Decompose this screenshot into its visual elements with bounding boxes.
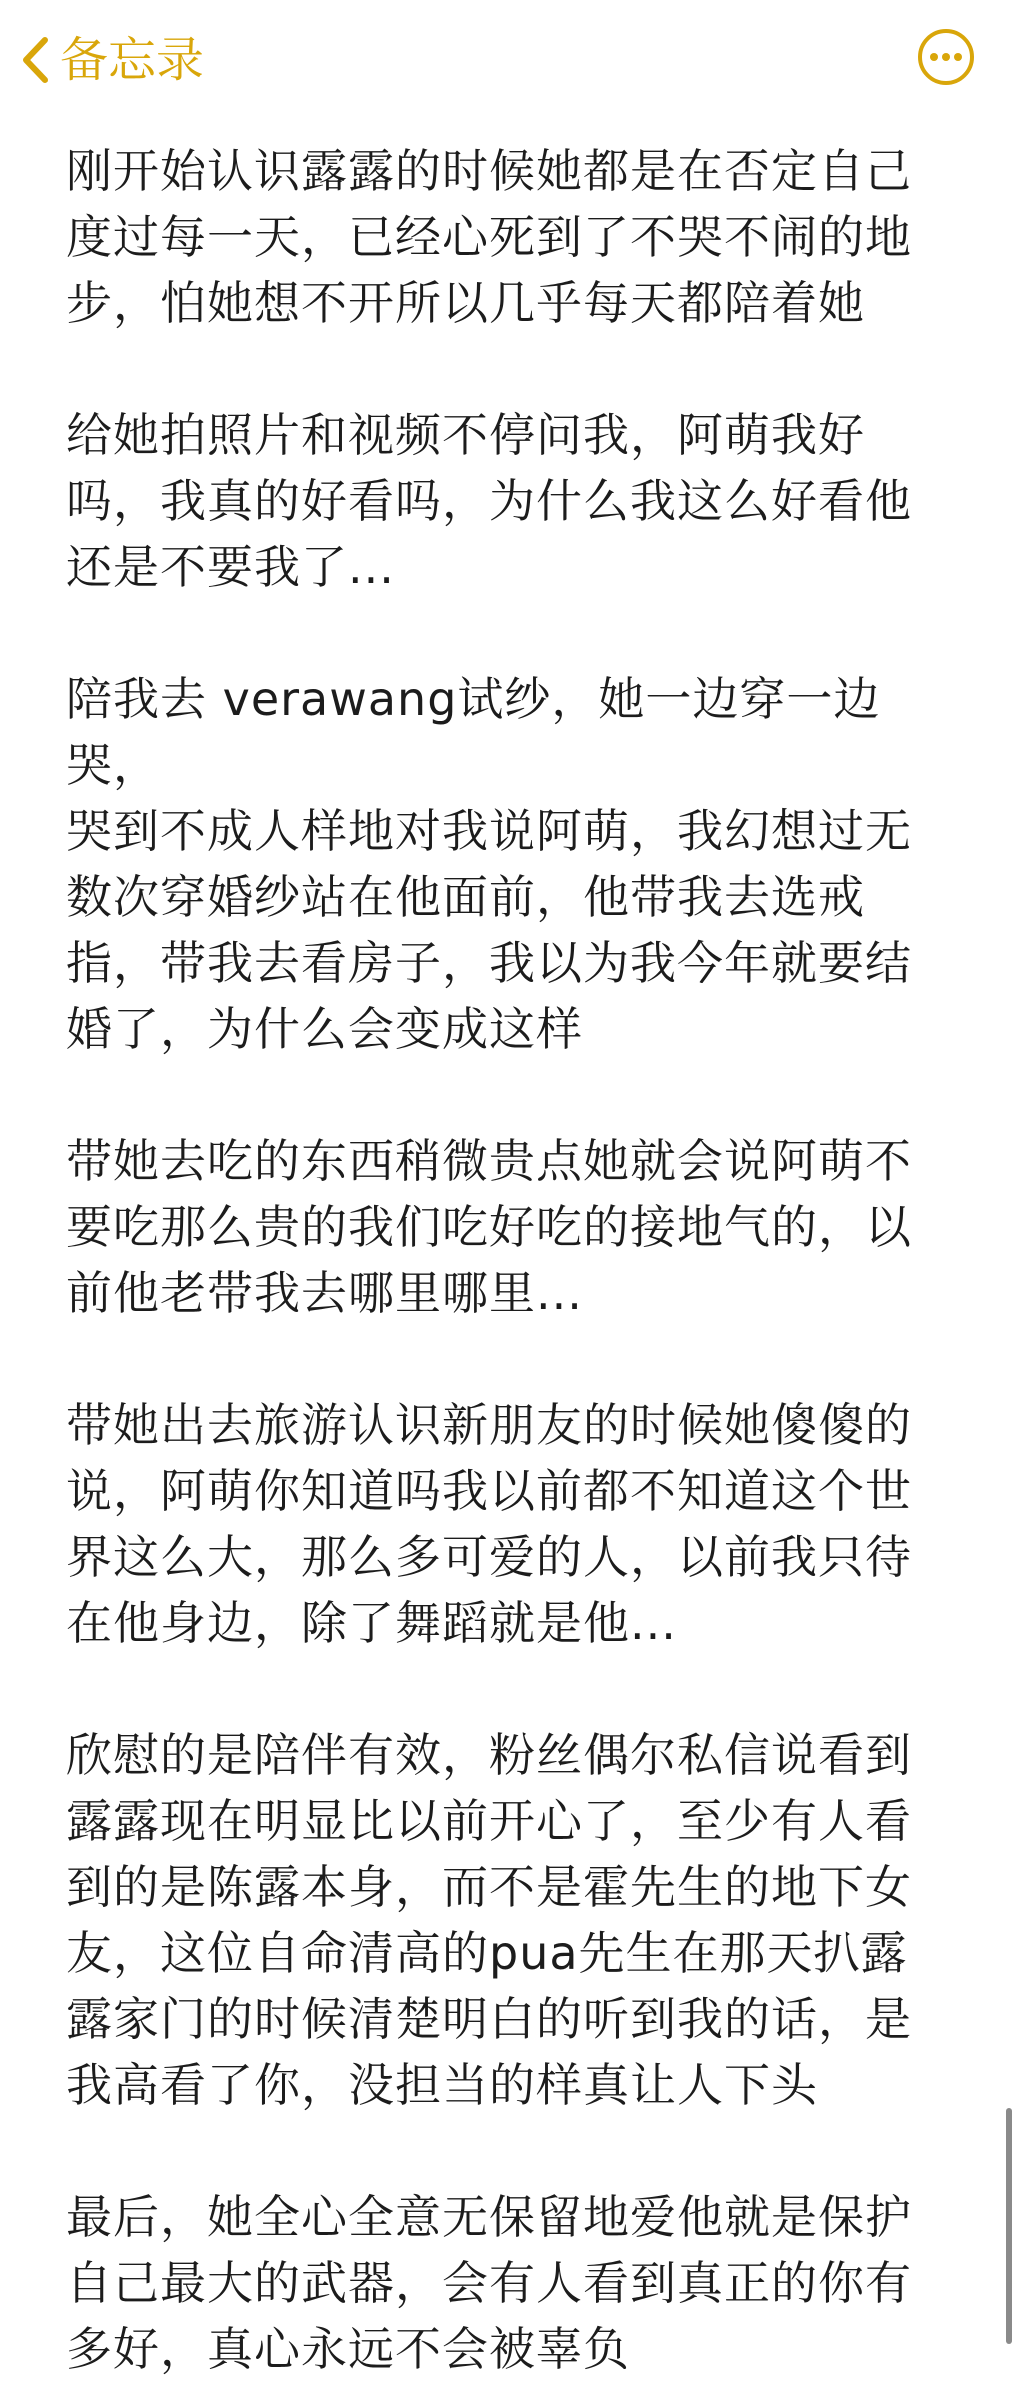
note-body[interactable]	[66, 138, 946, 2382]
back-button[interactable]	[20, 30, 204, 90]
more-button[interactable]	[916, 27, 976, 87]
note-paragraph: 带她去吃的东西稍微贵点她就会说阿萌不 要吃那么贵的我们吃好吃的接地气的，以 前他老带我去哪里哪里...	[66, 1134, 912, 1320]
note-paragraph: 给她拍照片和视频不停问我，阿萌我好 吗，我真的好看吗，为什么我这么好看他 还是不要我了...	[66, 408, 912, 594]
chevron-left-icon	[20, 35, 50, 85]
note-paragraph: 刚开始认识露露的时候她都是在否定自己 度过每一天，已经心死到了不哭不闹的地 步，怕她想不开所以几乎每天都陪着她	[66, 144, 912, 330]
note-paragraph: 最后，她全心全意无保留地爱他就是保护 自己最大的武器，会有人看到真正的你有 多好，真心永远不会被辜负	[66, 2190, 912, 2376]
scrollbar[interactable]	[1006, 2108, 1012, 2344]
navigation-bar	[0, 0, 1024, 120]
note-paragraph: 带她出去旅游认识新朋友的时候她傻傻的 说，阿萌你知道吗我以前都不知道这个世 界这么大，那么多可爱的人，以前我只待 在他身边，除了舞蹈就是他...	[66, 1398, 912, 1650]
back-label: 备忘录	[60, 32, 205, 88]
note-paragraph: 陪我去 verawang试纱，她一边穿一边哭， 哭到不成人样地对我说阿萌，我幻想过无 数次穿婚纱站在他面前，他带我去选戒 指，带我去看房子，我以为我今年就要结 婚了，为什么会变成这样	[66, 672, 912, 1056]
note-paragraph: 欣慰的是陪伴有效，粉丝偶尔私信说看到 露露现在明显比以前开心了，至少有人看 到的是陈露本身，而不是霍先生的地下女 友，这位自命清高的pua先生在那天扒露 露家门的时候清楚明白的听到我的话，是 我高看了你，没担当的样真让人下头	[66, 1728, 912, 2112]
more-icon	[916, 27, 976, 87]
